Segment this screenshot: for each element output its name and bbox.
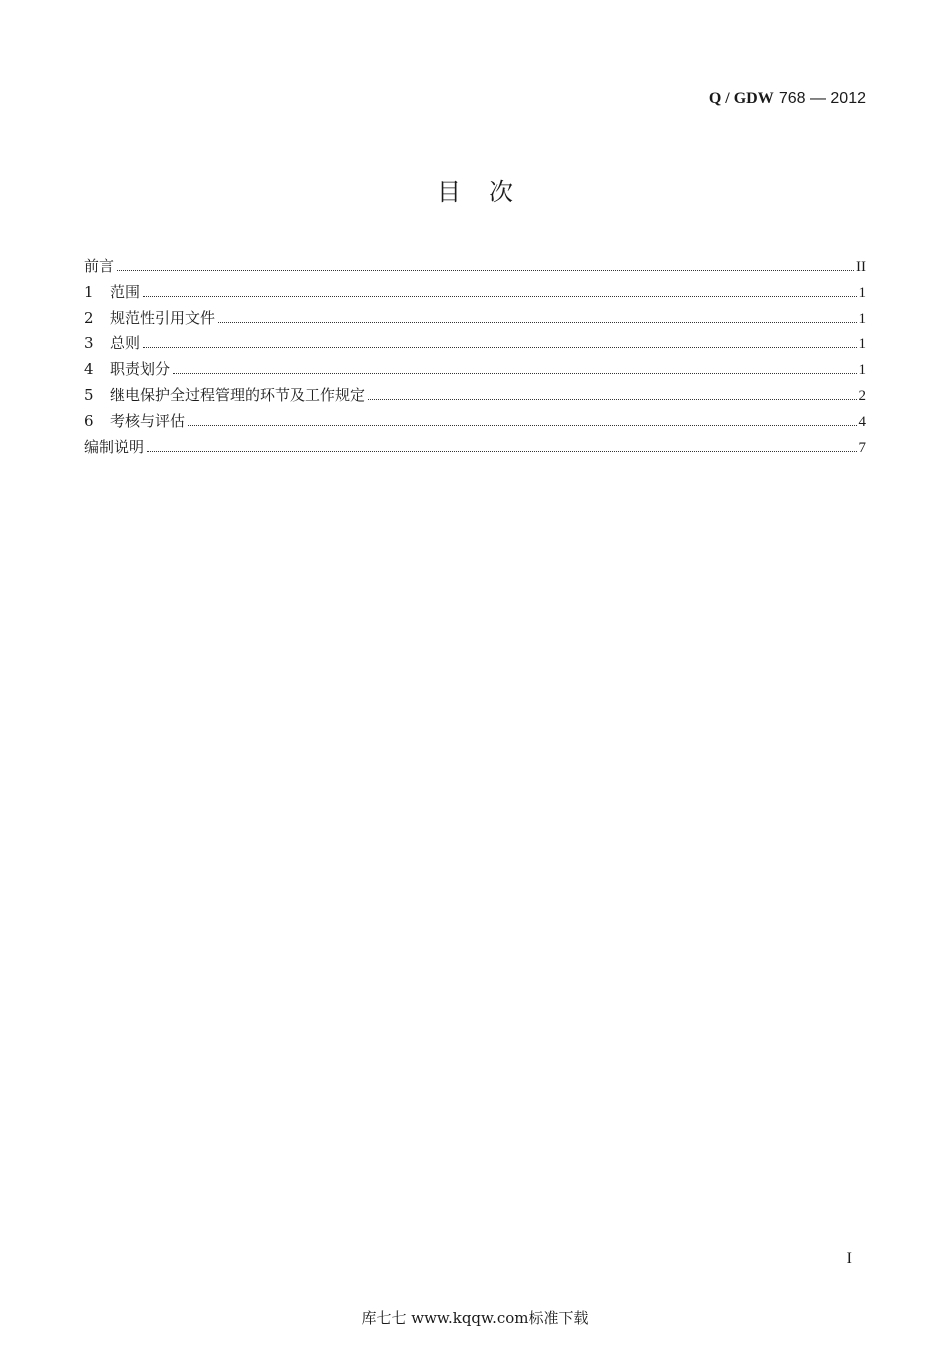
toc-entry-1[interactable] [84, 280, 866, 306]
toc-leader [368, 399, 856, 400]
toc-leader [147, 451, 856, 452]
toc-label: 继电保护全过程管理的环节及工作规定 [110, 385, 366, 404]
toc-page: 7 [858, 439, 866, 456]
toc-page: 1 [858, 336, 866, 353]
page-number: I [846, 1250, 852, 1267]
toc-page: 2 [858, 387, 866, 404]
toc-leader [218, 322, 856, 323]
toc-entry-4[interactable] [84, 357, 866, 383]
toc-entry-2[interactable] [84, 306, 866, 332]
toc-label: 总则 [110, 334, 141, 353]
toc-page: 1 [858, 362, 866, 379]
standard-number: 768 — 2012 [778, 90, 866, 107]
toc-leader [188, 425, 856, 426]
toc-page: 1 [858, 284, 866, 301]
toc-leader [173, 373, 856, 374]
toc-leader [143, 347, 856, 348]
toc-number: 5 [84, 385, 94, 404]
toc-page: 1 [858, 310, 866, 327]
footer-watermark: 库七七 www.kqqw.com标准下载 [361, 1309, 589, 1327]
toc-label: 职责划分 [110, 360, 171, 379]
toc-label: 前言 [84, 257, 115, 275]
toc-label: 考核与评估 [110, 411, 186, 430]
toc-page: 4 [858, 413, 866, 430]
toc-entry-3[interactable] [84, 331, 866, 357]
toc-list [84, 254, 866, 460]
toc-entry-6[interactable] [84, 409, 866, 435]
standard-code [709, 88, 866, 108]
toc-number: 1 [84, 282, 94, 301]
toc-entry-explanation[interactable] [84, 435, 866, 461]
toc-number: 4 [84, 360, 94, 379]
toc-leader [117, 270, 854, 271]
toc-leader [143, 296, 856, 297]
toc-entry-5[interactable] [84, 383, 866, 409]
toc-number: 2 [84, 308, 94, 327]
toc-label: 编制说明 [84, 437, 145, 456]
toc-entry-foreword[interactable] [84, 254, 866, 280]
standard-prefix: Q / GDW [708, 90, 774, 107]
toc-number: 3 [84, 334, 94, 353]
toc-label: 规范性引用文件 [110, 308, 216, 327]
toc-label: 范围 [110, 282, 141, 301]
toc-number: 6 [84, 411, 94, 430]
toc-page: II [856, 259, 866, 275]
toc-title: 目次 [437, 178, 541, 206]
